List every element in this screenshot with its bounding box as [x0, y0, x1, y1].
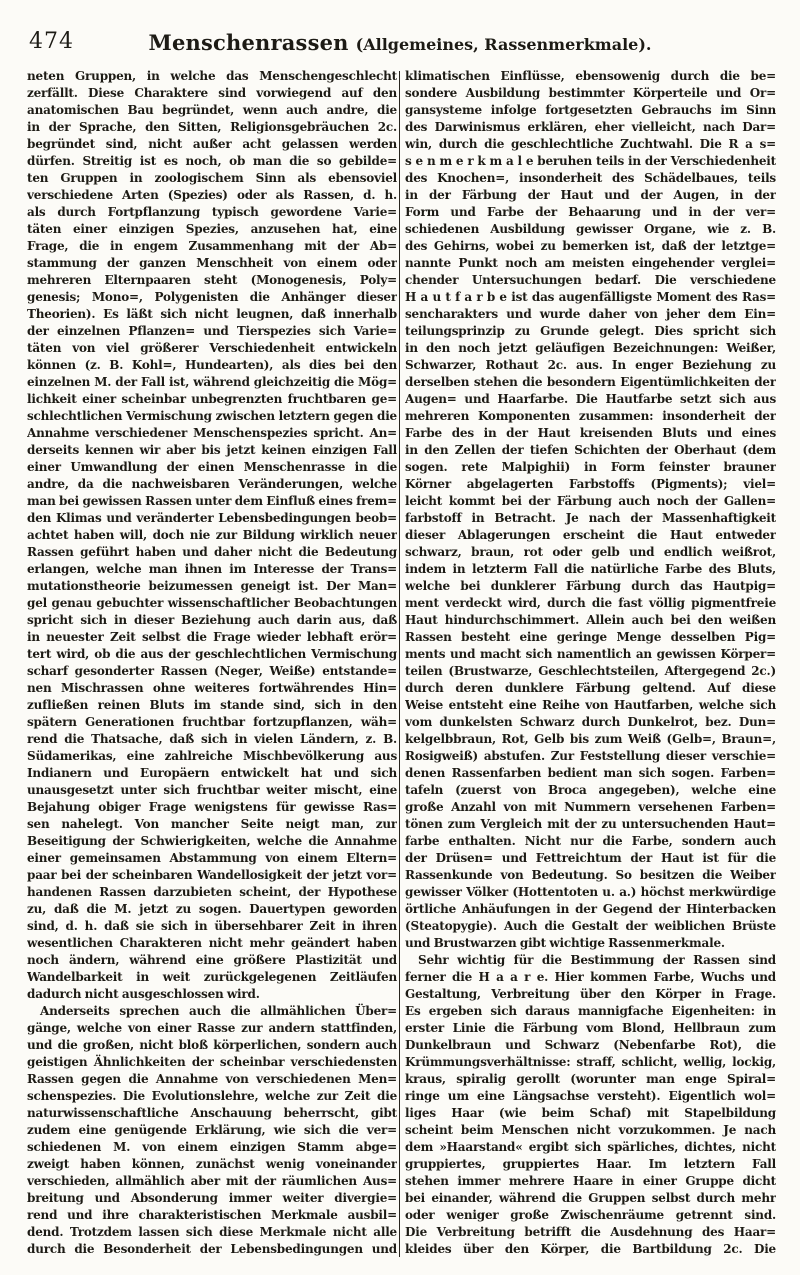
text-line: Form und Farbe der Behaarung und in der ver= [405, 205, 776, 219]
text-line: unausgesetzt unter sich fruchtbar weiter mischt, eine [27, 783, 397, 797]
text-line: farbe enthalten. Nicht nur die Farbe, sondern auch [405, 834, 776, 848]
text-line: können (z. B. Kohl=, Hundearten), als dies bei den [27, 358, 397, 372]
text-line: sondere Ausbildung bestimmter Körperteile und Or= [405, 86, 776, 100]
text-line: sogen. rete Malpighii) in Form feinster brauner [405, 460, 776, 474]
text-line: in der Färbung der Haut und der Augen, in der [405, 188, 776, 202]
text-line: dieser Ablagerungen erscheint die Haut entweder [405, 528, 776, 542]
text-line: Südamerikas, eine zahlreiche Mischbevölkerung aus [27, 749, 397, 763]
text-line: Beseitigung der Schwierigkeiten, welche die Annahme [27, 834, 397, 848]
text-line: der einzelnen Pflanzen= und Tierspezies sich Varie= [27, 324, 397, 338]
text-line: Haut hindurchschimmert. Allein auch bei den weißen [405, 613, 776, 627]
text-line: einer Umwandlung der einen Menschenrasse in die [27, 460, 397, 474]
text-line: spricht sich in dieser Beziehung auch darin aus, daß [27, 613, 397, 627]
text-line: Farbe des in der Haut kreisenden Bluts und eines [405, 426, 776, 440]
text-line: Krümmungsverhältnisse: straff, schlicht, wellig, lockig, [405, 1055, 776, 1069]
text-line: nen Mischrassen ohne weiteres fortwährendes Hin= [27, 681, 397, 695]
text-line: durch deren dunklere Färbung geltend. Auf diese [405, 681, 776, 695]
text-line: des Gehirns, wobei zu bemerken ist, daß der letztge= [405, 239, 776, 253]
text-line: in den noch jetzt geläufigen Bezeichnungen: Weißer, [405, 341, 776, 355]
text-line: gel genau gebuchter wissenschaftlicher Beobachtungen [27, 596, 397, 610]
text-line: ringe um eine Längsachse versteht). Eigentlich wol= [405, 1089, 776, 1103]
text-line: chender Untersuchungen bedarf. Die verschiedene [405, 273, 776, 287]
text-line: gruppiertes, gruppiertes Haar. Im letztern Fall [405, 1157, 776, 1171]
text-line: noch ändern, während eine größere Plastizität und [27, 953, 397, 967]
text-line: leicht kommt bei der Färbung auch noch der Gallen= [405, 494, 776, 508]
text-line: ten Gruppen in zoologischem Sinn als ebensoviel [27, 171, 397, 185]
text-line: einer gemeinsamen Abstammung von einem Eltern= [27, 851, 397, 865]
text-line: mehreren Elternpaaren steht (Monogenesis, Poly= [27, 273, 397, 287]
text-line: begründet sind, nicht außer acht gelassen werden [27, 137, 397, 151]
text-line: klimatischen Einflüsse, ebensowenig durch die be= [405, 69, 776, 83]
text-line: Körner abgelagerten Farbstoffs (Pigments); viel= [405, 477, 776, 491]
text-line: man bei gewissen Rassen unter dem Einfluß eines frem= [27, 494, 397, 508]
text-line: Rassen besteht eine geringe Menge desselben Pig= [405, 630, 776, 644]
text-line: tafeln (zuerst von Broca angegeben), welche eine [405, 783, 776, 797]
text-line: indem in letzterm Fall die natürliche Farbe des Bluts, [405, 562, 776, 576]
text-line: und Brustwarzen gibt wichtige Rassenmerkmale. [405, 936, 725, 950]
text-line: stehen immer mehrere Haare in einer Gruppe dicht [405, 1174, 776, 1188]
text-line: win, durch die geschlechtliche Zuchtwahl. Die R a s= [405, 137, 776, 151]
text-line: schiedenen M. von einem einzigen Stamm abge= [27, 1140, 397, 1154]
text-line: denen Rassenfarben bedient man sich sogen. Farben= [405, 766, 776, 780]
text-line: gewisser Völker (Hottentoten u. a.) höchst merkwürdige [405, 885, 776, 899]
text-line: ment verdeckt wird, durch die fast völlig pigmentfreie [405, 596, 776, 610]
text-line: Rassenkunde von Bedeutung. So besitzen die Weiber [405, 868, 776, 882]
text-line: und die großen, nicht bloß körperlichen, sondern auch [27, 1038, 397, 1052]
text-line: verschieden, allmählich aber mit der räumlichen Aus= [27, 1174, 397, 1188]
text-line: Rassen geführt haben und daher nicht die Bedeutung [27, 545, 397, 559]
text-line: teilen (Brustwarze, Geschlechtsteilen, Aftergegend 2c.) [405, 664, 776, 678]
text-line: paar bei der scheinbaren Wandellosigkeit der jetzt vor= [27, 868, 397, 882]
text-line: mutationstheorie beizumessen geneigt ist. Der Man= [27, 579, 397, 593]
text-line: gänge, welche von einer Rasse zur andern stattfinden, [27, 1021, 397, 1035]
text-line: des Knochen=, insonderheit des Schädelbaues, teils [405, 171, 776, 185]
text-line: in der Sprache, den Sitten, Religionsgebräuchen 2c. [27, 120, 397, 134]
text-line: dend. Trotzdem lassen sich diese Merkmale nicht alle [27, 1225, 397, 1239]
text-line: ments und macht sich namentlich an gewissen Körper= [405, 647, 776, 661]
text-line: lichkeit einer scheinbar unbegrenzten fruchtbaren ge= [27, 392, 397, 406]
text-line: verschiedene Arten (Spezies) oder als Rassen, d. h. [27, 188, 397, 202]
text-line: dürfen. Streitig ist es noch, ob man die so gebilde= [27, 154, 397, 168]
text-line: scheint beim Menschen nicht vorzukommen. Je nach [405, 1123, 776, 1137]
text-line: rend und ihre charakteristischen Merkmale ausbil= [27, 1208, 397, 1222]
text-line: bei einander, während die Gruppen selbst durch mehr [405, 1191, 776, 1205]
page-title [0, 30, 800, 55]
text-line: kleides über den Körper, die Bartbildung 2c. Die [405, 1242, 776, 1256]
text-line: des Darwinismus erklären, eher vielleicht, nach Dar= [405, 120, 776, 134]
text-line: dem »Haarstand« ergibt sich spärliches, dichtes, nicht [405, 1140, 776, 1154]
text-line: dadurch nicht ausgeschlossen wird. [27, 987, 260, 1001]
text-line: einzelnen M. der Fall ist, während gleichzeitig die Mög= [27, 375, 397, 389]
article-subtitle: (Allgemeines, Rassenmerkmale). [355, 35, 652, 54]
text-line: täten von viel größerer Verschiedenheit entwickeln [27, 341, 397, 355]
text-line: Theorien). Es läßt sich nicht leugnen, daß innerhalb [27, 307, 397, 321]
text-line: schiedenen Ausbildung gewisser Organe, wie z. B. [405, 222, 776, 236]
right-column [405, 68, 776, 1260]
text-line: Bejahung obiger Frage wenigstens für gewisse Ras= [27, 800, 397, 814]
text-line: Schwarzer, Rothaut 2c. aus. In enger Beziehung zu [405, 358, 776, 372]
text-line: kraus, spiralig gerollt (worunter man enge Spiral= [405, 1072, 776, 1086]
text-line: gansysteme infolge fortgesetzten Gebrauchs im Sinn [405, 103, 776, 117]
text-line: Weise entsteht eine Reihe von Hautfarben, welche sich [405, 698, 776, 712]
text-line: zufließen reinen Bluts im stande sind, sich in den [27, 698, 397, 712]
text-line: zweigt haben können, zunächst wenig voneinander [27, 1157, 397, 1171]
text-line: ferner die H a a r e. Hier kommen Farbe, Wuchs und [405, 970, 776, 984]
text-line: naturwissenschaftliche Anschauung beherrscht, gibt [27, 1106, 397, 1120]
text-line: Die Verbreitung betrifft die Ausdehnung des Haar= [405, 1225, 776, 1239]
text-line: rend die Thatsache, daß sich in vielen Ländern, z. B. [27, 732, 397, 746]
text-line: tert wird, ob die aus der geschlechtlichen Vermischung [27, 647, 397, 661]
text-line: breitung und Absonderung immer weiter divergie= [27, 1191, 397, 1205]
text-line: Augen= und Haarfarbe. Die Hautfarbe setzt sich aus [405, 392, 776, 406]
text-line: andre, da die nachweisbaren Veränderungen, welche [27, 477, 397, 491]
text-line: handenen Rassen darzubieten scheint, der Hypothese [27, 885, 397, 899]
text-line: sen nahelegt. Von mancher Seite neigt man, zur [27, 817, 397, 831]
text-line: Rassen gegen die Annahme von verschiedenen Men= [27, 1072, 397, 1086]
text-line: zu, daß die M. jetzt zu sogen. Dauertypen geworden [27, 902, 397, 916]
text-line: nannte Punkt noch am meisten eingehender verglei= [405, 256, 776, 270]
text-line: vom dunkelsten Schwarz durch Dunkelrot, bez. Dun= [405, 715, 776, 729]
text-line: s e n m e r k m a l e beruhen teils in der Verschiedenheit [405, 154, 776, 168]
text-line: zudem eine genügende Erklärung, wie sich die ver= [27, 1123, 397, 1137]
page-number: 474 [29, 29, 74, 54]
text-line: schwarz, braun, rot oder gelb und endlich weißrot, [405, 545, 776, 559]
text-line: große Anzahl von mit Nummern versehenen Farben= [405, 800, 776, 814]
text-line: geistigen Ähnlichkeiten der scheinbar verschiedensten [27, 1055, 397, 1069]
text-line: Indianern und Europäern entwickelt hat und sich [27, 766, 397, 780]
text-line: liges Haar (wie beim Schaf) mit Stapelbildung [405, 1106, 776, 1120]
text-line: in den Zellen der tiefen Schichten der Oberhaut (dem [405, 443, 776, 457]
text-line: tönen zum Vergleich mit der zu untersuchenden Haut= [405, 817, 776, 831]
text-line: H a u t f a r b e ist das augenfälligste Moment des Ras= [405, 290, 776, 304]
text-line: spätern Generationen fruchtbar fortzupflanzen, wäh= [27, 715, 397, 729]
text-line: Anderseits sprechen auch die allmählichen Über= [40, 1004, 397, 1018]
text-line: oder weniger große Zwischenräume getrennt sind. [405, 1208, 776, 1222]
text-line: wesentlichen Charakteren nicht mehr geändert haben [27, 936, 397, 950]
text-line: Frage, die in engem Zusammenhang mit der Ab= [27, 239, 397, 253]
text-line: sind, d. h. daß sie sich in übersehbarer Zeit in ihren [27, 919, 397, 933]
text-line: als durch Fortpflanzung typisch gewordene Varie= [27, 205, 397, 219]
text-line: stammung der ganzen Menschheit von einem oder [27, 256, 397, 270]
text-line: in neuester Zeit selbst die Frage wieder lebhaft erör= [27, 630, 397, 644]
text-line: Sehr wichtig für die Bestimmung der Rassen sind [418, 953, 776, 967]
text-line: teilungsprinzip zu Grunde gelegt. Dies spricht sich [405, 324, 776, 338]
article-title: Menschenrassen [148, 30, 349, 55]
text-line: den Klimas und veränderter Lebensbedingungen beob= [27, 511, 397, 525]
text-line: farbstoff in Betracht. Je nach der Massenhaftigkeit [405, 511, 776, 525]
text-line: (Steatopygie). Auch die Gestalt der weiblichen Brüste [405, 919, 776, 933]
text-line: Rosigweiß) abstufen. Zur Feststellung dieser verschie= [405, 749, 776, 763]
text-line: Gestaltung, Verbreitung über den Körper in Frage. [405, 987, 776, 1001]
text-line: derselben stehen die besondern Eigentümlichkeiten der [405, 375, 776, 389]
text-line: anatomischen Bau begründet, wenn auch andre, die [27, 103, 397, 117]
text-line: der Drüsen= und Fettreichtum der Haut ist für die [405, 851, 776, 865]
text-line: mehreren Komponenten zusammen: insonderheit der [405, 409, 776, 423]
text-line: Wandelbarkeit in weit zurückgelegenen Zeitläufen [27, 970, 397, 984]
text-line: achtet haben will, doch nie zur Bildung wirklich neuer [27, 528, 397, 542]
text-line: kelgelbbraun, Rot, Gelb bis zum Weiß (Gelb=, Braun=, [405, 732, 776, 746]
column-divider [399, 71, 400, 1257]
text-line: derseits kennen wir aber bis jetzt keinen einzigen Fall [27, 443, 397, 457]
left-column [27, 68, 397, 1260]
text-line: schenspezies. Die Evolutionslehre, welche zur Zeit die [27, 1089, 397, 1103]
text-line: zerfällt. Diese Charaktere sind vorwiegend auf den [27, 86, 397, 100]
text-line: erster Linie die Färbung vom Blond, Hellbraun zum [405, 1021, 776, 1035]
text-line: genesis; Mono=, Polygenisten die Anhänger dieser [27, 290, 397, 304]
text-line: täten einer einzigen Spezies, anzusehen hat, eine [27, 222, 397, 236]
text-line: erlangen, welche man ihnen im Interesse der Trans= [27, 562, 397, 576]
text-line: welche bei dunklerer Färbung durch das Hautpig= [405, 579, 776, 593]
text-line: Es ergeben sich daraus mannigfache Eigenheiten: in [405, 1004, 776, 1018]
text-line: scharf gesonderter Rassen (Neger, Weiße) entstande= [27, 664, 397, 678]
text-line: Dunkelbraun und Schwarz (Nebenfarbe Rot), die [405, 1038, 776, 1052]
text-line: durch die Besonderheit der Lebensbedingungen und [27, 1242, 397, 1256]
text-line: sencharakters und wurde daher von jeher dem Ein= [405, 307, 776, 321]
text-line: schlechtlichen Vermischung zwischen letztern gegen die [27, 409, 397, 423]
text-line: Annahme verschiedener Menschenspezies spricht. An= [27, 426, 397, 440]
text-line: örtliche Anhäufungen in der Gegend der Hinterbacken [405, 902, 776, 916]
text-line: neten Gruppen, in welche das Menschengeschlecht [27, 69, 397, 83]
